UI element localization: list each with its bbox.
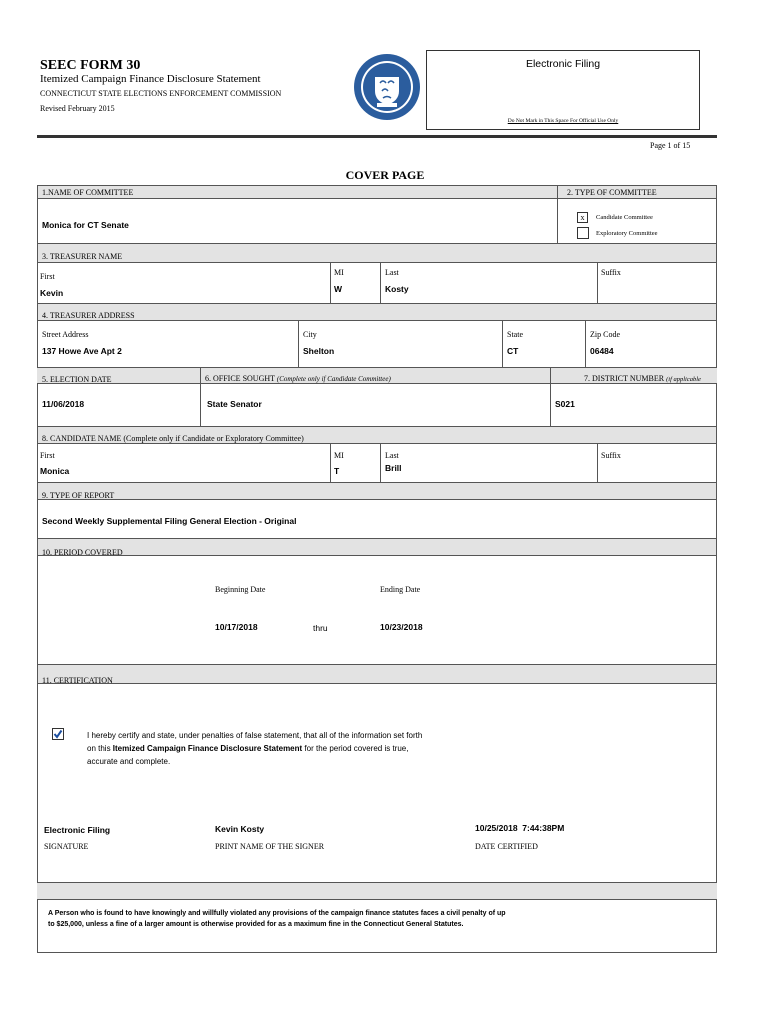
treasurer-first: Kevin xyxy=(40,288,64,298)
state-label: State xyxy=(507,330,523,339)
header-rule xyxy=(37,135,717,138)
treasurer-first-label: First xyxy=(40,272,55,281)
footer-band xyxy=(37,882,717,900)
penalty-line-2: to $25,000, unless a fine of a larger amount is otherwise provided for as a maximum fine in the Connecticut General Statutes. xyxy=(48,921,464,928)
divider xyxy=(380,263,381,303)
street-label: Street Address xyxy=(42,330,89,339)
address-section-label: 4. TREASURER ADDRESS xyxy=(42,311,135,320)
candidate-mi-label: MI xyxy=(334,451,344,460)
cert-line-1: I hereby certify and state, under penalties of false statement, that all of the information set forth xyxy=(87,731,423,740)
report-section-label: 9. TYPE OF REPORT xyxy=(42,491,115,500)
agency-name: CONNECTICUT STATE ELECTIONS ENFORCEMENT COMMISSION xyxy=(40,89,282,98)
zip-label: Zip Code xyxy=(590,330,620,339)
divider xyxy=(597,263,598,303)
section-candidate-header xyxy=(37,426,717,444)
candidate-suffix-label: Suffix xyxy=(601,451,621,460)
candidate-committee-checkbox[interactable]: x xyxy=(577,212,588,223)
cover-title: COVER PAGE xyxy=(345,168,425,182)
candidate-first-label: First xyxy=(40,451,55,460)
office-sought-note: (Complete only if Candidate Committee) xyxy=(276,375,391,383)
section-report-header xyxy=(37,482,717,500)
signer-label: PRINT NAME OF THE SIGNER xyxy=(215,842,325,851)
election-date: 11/06/2018 xyxy=(42,399,85,409)
section-period-header xyxy=(37,538,717,556)
signature-value: Electronic Filing xyxy=(44,825,111,835)
candidate-committee-label: Candidate Committee xyxy=(596,214,653,221)
city-label: City xyxy=(303,330,317,339)
divider xyxy=(502,321,503,367)
election-date-label: 5. ELECTION DATE xyxy=(42,375,112,384)
office-sought-label xyxy=(205,374,391,383)
report-type: Second Weekly Supplemental Filing General Election - Original xyxy=(42,516,297,526)
cert-line-2c: for the period covered is true, xyxy=(302,744,409,753)
district-number: S021 xyxy=(555,399,575,409)
filing-box-label: Electronic Filing xyxy=(525,58,601,70)
ending-date: 10/23/2018 xyxy=(380,622,423,632)
form-title: SEEC FORM 30 xyxy=(40,58,141,73)
electronic-filing-box xyxy=(426,50,700,130)
candidate-first: Monica xyxy=(40,466,70,476)
cert-line-2 xyxy=(87,742,422,755)
treasurer-mi: W xyxy=(334,284,343,294)
divider xyxy=(330,444,331,482)
divider xyxy=(597,444,598,482)
state-seal-logo xyxy=(353,53,421,121)
date-certified-label: DATE CERTIFIED xyxy=(475,842,538,851)
treasurer-section-label: 3. TREASURER NAME xyxy=(42,252,123,261)
period-section-label: 10. PERIOD COVERED xyxy=(42,548,123,557)
ending-date-label: Ending Date xyxy=(380,585,421,594)
treasurer-mi-label: MI xyxy=(334,268,344,277)
exploratory-committee-checkbox[interactable] xyxy=(577,227,589,239)
exploratory-committee-label: Exploratory Committee xyxy=(596,230,658,237)
checkmark-icon xyxy=(53,729,63,739)
district-title: 7. DISTRICT NUMBER xyxy=(584,374,665,383)
divider xyxy=(200,368,201,426)
form-subtitle: Itemized Campaign Finance Disclosure Statement xyxy=(40,73,261,85)
divider xyxy=(330,263,331,303)
penalty-line-1: A Person who is found to have knowingly and willfully violated any provisions of the campaign finance statutes faces a civil penalty of up xyxy=(48,910,506,917)
cert-statement-name: Itemized Campaign Finance Disclosure Statement xyxy=(112,744,303,753)
divider xyxy=(585,321,586,367)
divider xyxy=(550,368,551,426)
divider xyxy=(557,185,558,243)
revised-date: Revised February 2015 xyxy=(40,104,115,113)
thru-label: thru xyxy=(313,623,328,633)
section-certification-header xyxy=(37,664,717,684)
treasurer-suffix-label: Suffix xyxy=(601,268,621,277)
beginning-date: 10/17/2018 xyxy=(215,622,258,632)
candidate-last-label: Last xyxy=(385,451,399,460)
treasurer-last: Kosty xyxy=(385,284,409,294)
state-value: CT xyxy=(507,346,519,356)
date-certified: 10/25/2018 7:44:38PM xyxy=(475,823,565,833)
page-info: Page 1 of 15 xyxy=(650,141,691,150)
beginning-date-label: Beginning Date xyxy=(215,585,266,594)
divider xyxy=(298,321,299,367)
candidate-last: Brill xyxy=(385,463,402,473)
certification-text xyxy=(87,729,422,768)
committee-type-label: 2. TYPE OF COMMITTEE xyxy=(567,188,657,197)
street-value: 137 Howe Ave Apt 2 xyxy=(42,346,122,356)
divider xyxy=(380,444,381,482)
section-address-header xyxy=(37,303,717,321)
treasurer-last-label: Last xyxy=(385,268,399,277)
cert-line-2a: on this xyxy=(87,744,113,753)
cert-line-3: accurate and complete. xyxy=(87,757,171,766)
office-sought-title: 6. OFFICE SOUGHT xyxy=(205,374,275,383)
committee-section-label: 1.NAME OF COMMITTEE xyxy=(42,188,134,197)
district-label xyxy=(584,374,701,383)
zip-value: 06484 xyxy=(590,346,614,356)
section-treasurer-header xyxy=(37,243,717,263)
form-frame xyxy=(37,185,717,953)
candidate-mi: T xyxy=(334,466,340,476)
official-use-note: Do Not Mark in This Space For Official Use Only xyxy=(507,118,619,124)
office-sought: State Senator xyxy=(207,399,262,409)
city-value: Shelton xyxy=(303,346,335,356)
penalty-notice xyxy=(48,908,506,930)
signature-label: SIGNATURE xyxy=(44,842,89,851)
district-note: (if applicable xyxy=(666,376,701,383)
candidate-section-label: 8. CANDIDATE NAME (Complete only if Candidate or Exploratory Committee) xyxy=(42,434,304,443)
certify-checkbox[interactable] xyxy=(52,728,64,740)
certification-section-label: 11. CERTIFICATION xyxy=(42,676,113,685)
signer-name: Kevin Kosty xyxy=(215,824,265,834)
committee-name: Monica for CT Senate xyxy=(42,220,129,230)
